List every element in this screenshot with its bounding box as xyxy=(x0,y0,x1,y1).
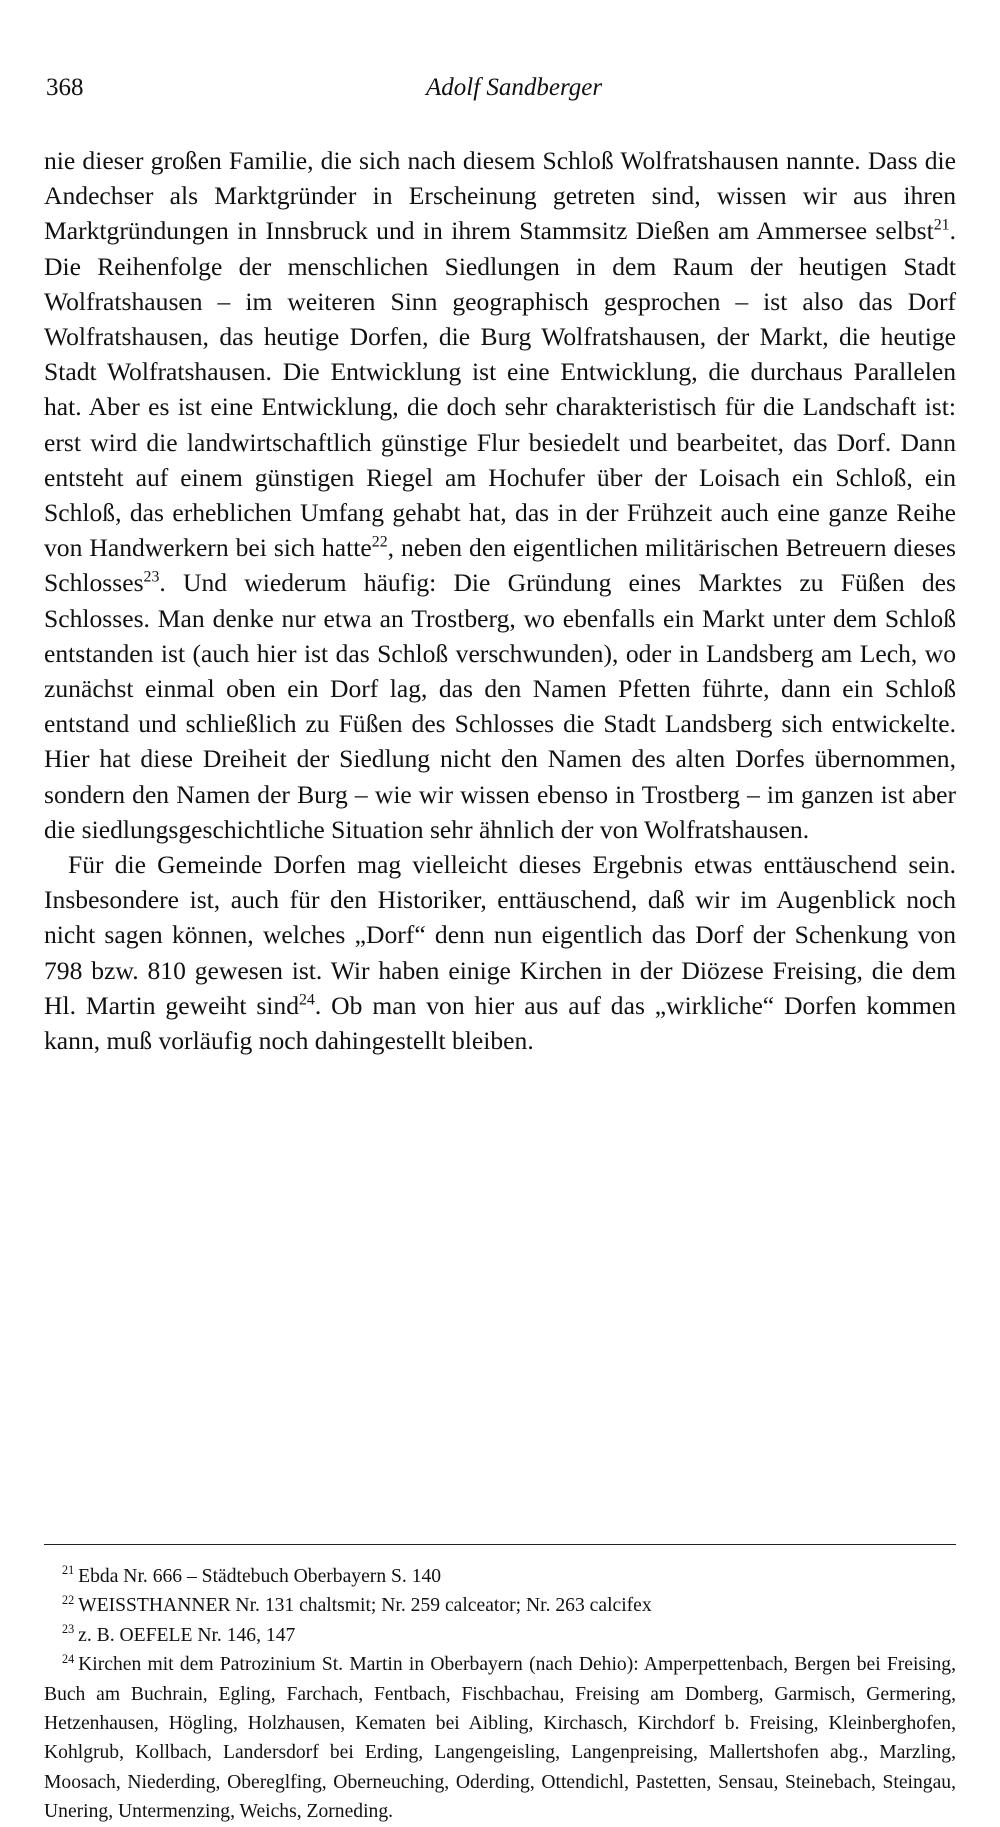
footnote-21 xyxy=(44,1562,956,1591)
footnote-ref-21: 21 xyxy=(933,216,950,234)
footnote-ref-22: 22 xyxy=(371,533,388,551)
paragraph-2 xyxy=(44,847,956,1058)
running-head xyxy=(46,74,940,114)
footnotes xyxy=(44,1562,956,1827)
footnote-ref-23: 23 xyxy=(143,568,160,586)
footnote-text: Ebda Nr. 666 – Städtebuch Oberbayern S. 140 xyxy=(78,1566,442,1587)
paragraph-1-text-d: . Und wiederum häufig: Die Gründung eines Marktes zu Füßen des Schlosses. Man denke nur etwa an Trostberg, wo ebenfalls ein Markt unter dem Schloß entstanden ist (auch hier ist das Schloß verschwunden), oder in Landsberg am Lech, wo zunächst einmal oben ein Dorf lag, das den Namen Pfetten führte, dann ein Schloß entstand und schließlich zu Füßen des Schlosses die Stadt Landsberg sich entwickelte. Hier hat diese Dreiheit der Siedlung nicht den Namen des alten Dorfes übernommen, sondern den Namen der Burg – wie wir wissen ebenso in Trostberg – im ganzen ist aber die siedlungsgeschichtliche Situation sehr ähnlich der von Wolfratshausen. xyxy=(44,568,956,844)
footnote-24 xyxy=(44,1650,956,1826)
paragraph-2-text-b: . Ob man von hier aus auf das „wirkliche“ Dorfen kommen kann, muß vorläufig noch dahingestellt bleiben. xyxy=(44,990,956,1056)
footnote-text: Kirchen mit dem Patrozinium St. Martin in Oberbayern (nach Dehio): Amperpettenbach, Bergen bei Freising, Buch am Buchrain, Egling, Farchach, Fentbach, Fischbachau, Freising am Domberg, Garmisch, Germering, Hetzenhausen, Högling, Holzhausen, Kematen bei Aibling, Kirchasch, Kirchdorf b. Freising, Kleinberghofen, Kohlgrub, Kollbach, Landersdorf bei Erding, Langengeisling, Langenpreising, Mallertshofen abg., Marzling, Moosach, Niederding, Obereglfing, Oberneuching, Oderding, Ottendichl, Pastetten, Sensau, Steinebach, Steingau, Unering, Untermenzing, Weichs, Zorneding. xyxy=(44,1654,956,1823)
footnote-ref-24: 24 xyxy=(299,991,315,1009)
footnote-number: 24 xyxy=(62,1651,75,1666)
footnote-number: 23 xyxy=(62,1622,75,1637)
body-text xyxy=(44,143,956,1058)
page-number: 368 xyxy=(46,74,84,101)
paragraph-1 xyxy=(44,143,956,847)
paragraph-1-text-b: . Die Reihenfolge der menschlichen Siedlungen in dem Raum der heutigen Stadt Wolfratshausen – im weiteren Sinn geographisch gesprochen – ist also das Dorf Wolfratshausen, das heutige Dorfen, die Burg Wolfratshausen, der Markt, die heutige Stadt Wolfratshausen. Die Entwicklung ist eine Entwicklung, die durchaus Parallelen hat. Aber es ist eine Entwicklung, die doch sehr charakteristisch für die Landschaft ist: erst wird die landwirtschaftlich günstige Flur besiedelt und bearbeitet, das Dorf. Dann entsteht auf einem günstigen Riegel am Hochufer über der Loisach ein Schloß, ein Schloß, das erheblichen Umfang gehabt hat, das in der Frühzeit auch eine ganze Reihe von Handwerkern bei sich hatte xyxy=(44,216,956,563)
paragraph-2-text-a: Für die Gemeinde Dorfen mag vielleicht dieses Ergebnis etwas enttäuschend sein. Insbesondere ist, auch für den Historiker, enttäuschend, daß wir im Augenblick noch nicht sagen können, welches „Dorf“ denn nun eigentlich das Dorf der Schenkung von 798 bzw. 810 gewesen ist. Wir haben einige Kirchen in der Diözese Freising, die dem Hl. Martin geweiht sind xyxy=(44,850,956,1020)
footnote-divider xyxy=(44,1544,956,1545)
footnote-22 xyxy=(44,1591,956,1620)
footnote-number: 22 xyxy=(62,1592,75,1607)
running-title: Adolf Sandberger xyxy=(426,74,603,101)
paragraph-1-text-c: , neben den eigentlichen militärischen Betreuern dieses Schlosses xyxy=(44,533,956,598)
footnote-text: WEISSTHANNER Nr. 131 chaltsmit; Nr. 259 calceator; Nr. 263 calcifex xyxy=(78,1595,652,1617)
footnote-number: 21 xyxy=(62,1563,75,1578)
footnote-text: z. B. OEFELE Nr. 146, 147 xyxy=(78,1624,296,1646)
paragraph-1-text-a: nie dieser großen Familie, die sich nach diesem Schloß Wolfratshausen nannte. Dass die Andechser als Marktgründer in Erscheinung getreten sind, wissen wir aus ihren Marktgründungen in Innsbruck und in ihrem Stammsitz Dießen am Ammersee selbst xyxy=(44,146,956,246)
